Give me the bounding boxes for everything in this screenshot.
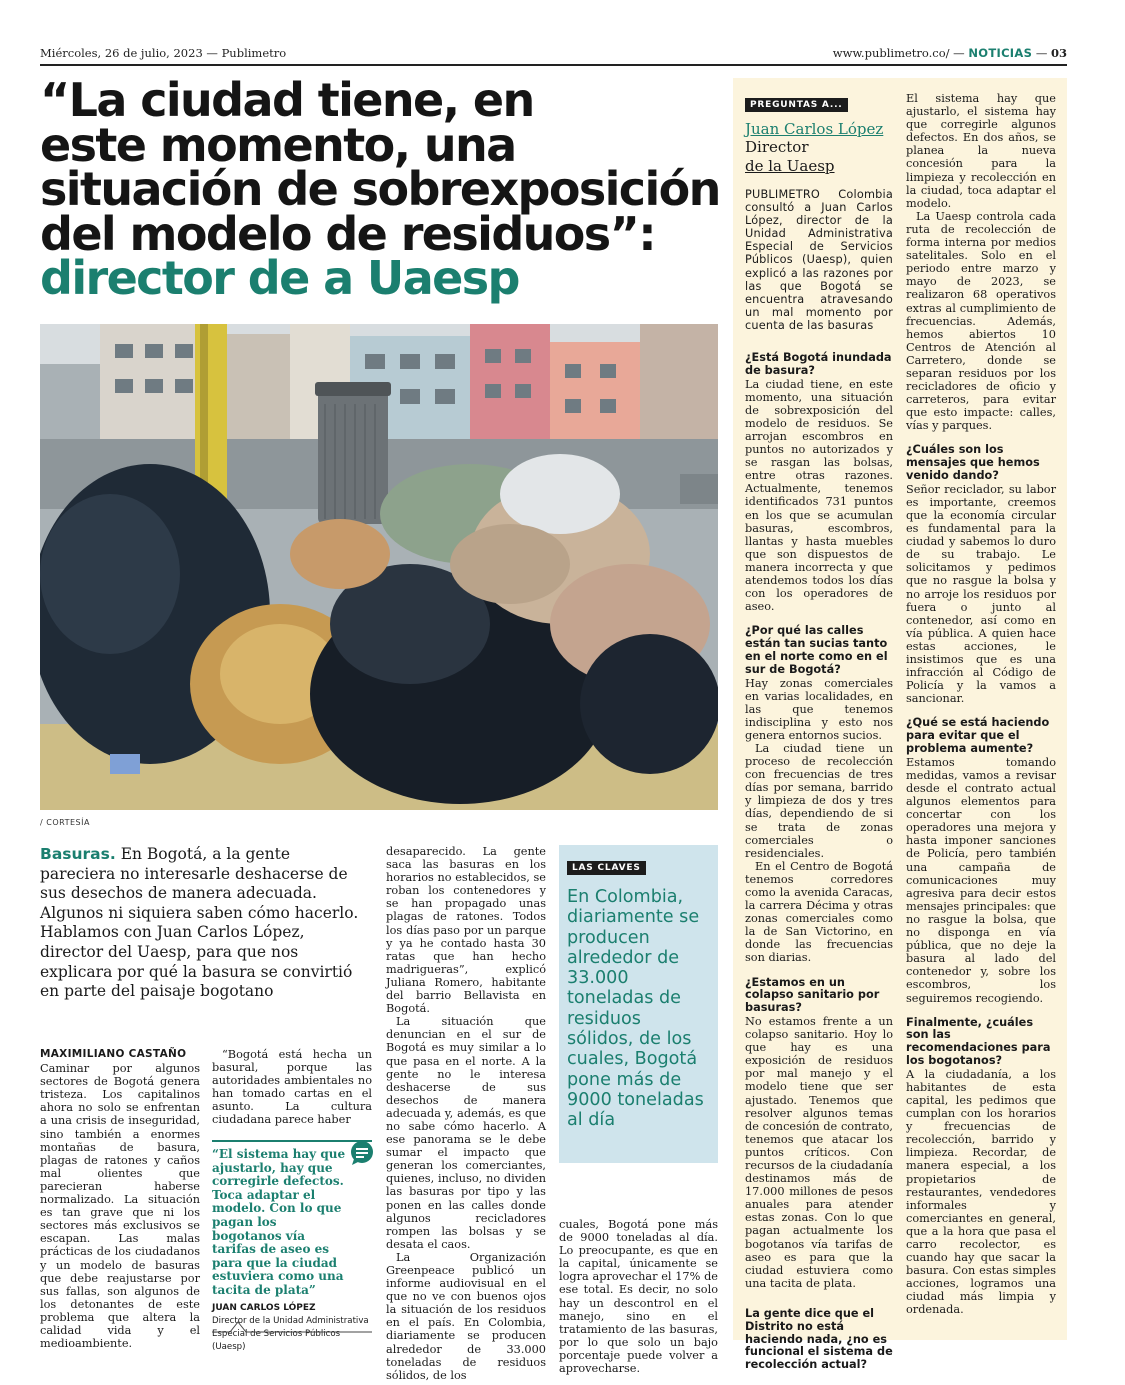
interview-answer: Hay zonas comerciales en varias localidades, en las que tenemos indisciplina y esto nos genera entornos sucios. xyxy=(745,676,893,742)
speech-bubble-icon xyxy=(348,1141,376,1165)
interview-column-2 xyxy=(906,92,1056,1317)
folio-page-number: 03 xyxy=(1050,46,1067,60)
pull-quote-name: JUAN CARLOS LÓPEZ xyxy=(212,1302,316,1313)
interview-question: ¿Qué se está haciendo para evitar que el problema aumente? xyxy=(906,716,1050,756)
body-paragraph: desaparecido. La gente saca las basuras en los horarios no establecidos, se roban los contenedores y se han propagado unas plagas de ratones. Todos los días paso por un parque y ya he contado hasta 30 ratas que han hecho madrigueras”, explicó Juliana Romero, habitante del barrio Bellavista en Bogotá. xyxy=(386,845,546,1016)
headline-accent: director de a Uaesp xyxy=(40,251,519,305)
las-claves-text: En Colombia, diariamente se producen alrededor de 33.000 toneladas de residuos sólidos, de los cuales, Bogotá pone más de 9000 toneladas al día xyxy=(567,887,704,1131)
interview-question: La gente dice que el Distrito no está haciendo nada, ¿no es funcional el sistema de recolección actual? xyxy=(745,1306,893,1372)
byline: MAXIMILIANO CASTAÑO xyxy=(40,1048,187,1060)
body-paragraph: cuales, Bogotá pone más de 9000 toneladas al día. Lo preocupante, es que en la capital, únicamente se logra aprovechar el 17% de ese total. Es decir, no solo hay un descontrol en el manejo, sino en el tratamiento de las basuras, por lo que solo un bajo porcentaje puede volver a aprovecharse. xyxy=(559,1218,718,1376)
headline-line-4: del modelo de residuos”: xyxy=(40,206,656,261)
interview-answer: En el Centro de Bogotá tenemos corredores como la avenida Caracas, la carrera Décima y otras zonas comerciales como la de San Victorino, en donde las frecuencias son diarias. xyxy=(745,859,893,965)
headline-line-3: situación de sobrexposición xyxy=(40,162,720,216)
las-claves-tag: LAS CLAVES xyxy=(567,861,646,875)
interview-tag: PREGUNTAS A... xyxy=(745,98,848,112)
body-paragraph: “Bogotá está hecha un basural, porque las autoridades ambientales no han tomado cartas en el asunto. La cultura ciudadana parece haber xyxy=(212,1048,372,1127)
interview-column-1 xyxy=(745,188,893,1372)
interview-answer: Señor reciclador, su labor es importante, creemos que la economía circular es fundamental para la ciudad y sabemos lo duro de su trabajo. Le solicitamos y pedimos que no rasgue la bolsa y no arroje los residuos por fuera o junto al contenedor, así como en vía pública. A quien hace estas acciones, le insistimos que es una infracción al Código de Policía y la vamos a sancionar. xyxy=(906,482,1056,706)
folio-date: Miércoles, 26 de julio, 2023 — Publimetro xyxy=(40,46,287,60)
pull-quote-text: “El sistema hay que ajustarlo, hay que corregirle defectos. Toca adaptar el modelo. Con lo que pagan los bogotanos vía tarifas de aseo es para que la ciudad estuviera como una tacita de plata” xyxy=(212,1147,346,1297)
interview-question: ¿Por qué las calles están tan sucias tanto en el norte como en el sur de Bogotá? xyxy=(745,624,888,676)
interview-question: ¿Está Bogotá inundada de basura? xyxy=(745,351,892,377)
interviewee-role xyxy=(745,138,835,176)
interviewee-role-line-1: Director xyxy=(745,138,809,156)
interviewee-role-line-2: de la Uaesp xyxy=(745,157,835,175)
body-column-4 xyxy=(559,1218,718,1375)
las-claves-box xyxy=(559,845,718,1163)
interview-tag-wrap xyxy=(745,92,848,112)
interview-answer: A la ciudadanía, a los habitantes de esta capital, les pedimos que cumplan con los horarios y frecuencias de recolección, barrido y limpieza. Recordar, de manera especial, a los propietarios de restaurantes, vendedores informales y comerciantes en general, que a la hora que pasa el carro recolector, es cuando hay que sacar la basura. Con estas simples acciones, logramos una ciudad más limpia y ordenada. xyxy=(906,1067,1056,1317)
interview-answer: El sistema hay que ajustarlo, el sistema hay que corregirle algunos defectos. En dos años, se planea la nueva concesión para la limpieza y recolección en la ciudad, toca adaptar el modelo. xyxy=(906,92,1056,210)
top-rule xyxy=(40,64,1067,66)
body-column-2 xyxy=(212,1048,372,1127)
interview-intro: PUBLIMETRO Colombia consultó a Juan Carlos López, director de la Unidad Administrativa Especial de Servicios Públicos (Uaesp), quien explicó a las razones por las que Bogotá se encuentra atravesando un mal momento por cuenta de las basuras xyxy=(745,188,893,332)
headline xyxy=(40,73,730,305)
pull-quote-role: Director de la Unidad Administrativa Especial de Servicios Públicos (Uaesp) xyxy=(212,1315,369,1352)
body-column-3 xyxy=(386,845,546,1382)
interview-answer: La ciudad tiene un proceso de recolección con frecuencias de tres días por semana, barrido y limpieza de dos y tres días, dependiendo de si se trata de zonas comerciales o residenciales. xyxy=(745,741,893,860)
interview-question: ¿Cuáles son los mensajes que hemos venido dando? xyxy=(906,443,1040,483)
lede-text: En Bogotá, a la gente pareciera no interesarle deshacerse de sus desechos de manera adecuada. Algunos ni siquiera saben cómo hacerlo. Hablamos con Juan Carlos López, director del Uaesp, para que nos explicara por qué la basura se convirtió en parte del paisaje bogotano xyxy=(40,845,359,1001)
interview-answer: Estamos tomando medidas, vamos a revisar desde el contrato actual algunos elementos para concertar con los operadores una mejora y hasta imponer sanciones de Policía, pero también una campaña de comunicaciones muy agresiva para decir estos mensajes principales: que no rasgue la bolsa, que no disponga en vía pública, que no deje la basura al lado del contenedor y, sobre los escombros, los seguiremos recogiendo. xyxy=(906,755,1056,1005)
folio-separator: — xyxy=(1032,46,1051,60)
body-paragraph: La Organización Greenpeace publicó un informe audiovisual en el que no ve con buenos ojos la situación de los residuos en el país. En Colombia, diariamente se producen alrededor de 33.000 toneladas de residuos sólidos, de los xyxy=(386,1250,546,1382)
body-column-1 xyxy=(40,1048,200,1350)
folio-right xyxy=(833,46,1067,60)
folio-section: NOTICIAS xyxy=(968,46,1033,60)
lede xyxy=(40,845,365,1002)
photo-credit: / CORTESÍA xyxy=(40,818,90,827)
body-paragraph: Caminar por algunos sectores de Bogotá genera tristeza. Los capitalinos ahora no solo se enfrentan a una crisis de inseguridad, sino también a enormes montañas de basura, plagas de ratones y caños mal olientes que parecieran haberse normalizado. La situación es tan grave que ni los sectores más exclusivos se escapan. Las malas prácticas de los ciudadanos y un modelo de basuras que debe reajustarse por sus fallas, son algunos de los detonantes de este problema que altera la calidad vida y el medioambiente. xyxy=(40,1062,200,1351)
interviewee-name: Juan Carlos López xyxy=(745,120,884,138)
pull-quote-footer-rule xyxy=(212,1318,372,1338)
interview-answer: La ciudad tiene, en este momento, una situación de sobrexposición del modelo de residuos. Se arrojan escombros en puntos no autorizados y se rasgan las bolsas, entre otras razones. Actualmente, tenemos identificados 731 puntos en los que se acumulan basuras, escombros, llantas y hasta muebles que son dispuestos de manera incorrecta y que atendemos todos los días con los operadores de aseo. xyxy=(745,377,893,614)
body-paragraph: La situación que denuncian en el sur de Bogotá es muy similar a lo que pasa en el norte. A la gente no le interesa deshacerse de sus desechos de manera adecuada y, además, es que no sabe cómo hacerlo. A ese panorama se le debe sumar el impacto que generan los comerciantes, quienes, incluso, no dividen las basuras por tipo y las ponen en las calles donde algunos recicladores rompen las bolsas y se desata el caos. xyxy=(386,1015,546,1251)
interview-answer: No estamos frente a un colapso sanitario. Hoy lo que hay es una exposición de residuos por mal manejo y el modelo tiene que ser ajustado. Tenemos que resolver algunos temas de concesión de contrato, tenemos que atacar los puntos críticos. Con recursos de la ciudadanía destinamos más de 17.000 millones de pesos anuales para atender estas zonas. Con lo que pagan actualmente los bogotanos vía tarifas de aseo es para que la ciudad estuviera como una tacita de plata. xyxy=(745,1014,893,1290)
interview-question: ¿Estamos en un colapso sanitario por basuras? xyxy=(745,975,880,1015)
folio-site: www.publimetro.co/ — xyxy=(832,46,969,60)
interview-question: Finalmente, ¿cuáles son las recomendaciones para los bogotanos? xyxy=(906,1015,1051,1067)
interview-answer: La Uaesp controla cada ruta de recolección de forma interna por medios satelitales. Solo en el periodo entre marzo y mayo de 2023, se realizaron 68 operativos extras al cumplimiento de frecuencias. Además, hemos abiertos 10 Centros de Atención al Carretero, donde se separan residuos por los recicladores de oficio y carreteros, para evitar que esto impacte: calles, vías y parques. xyxy=(906,209,1056,433)
lede-kicker: Basuras. xyxy=(40,845,116,863)
headline-line-1: “La ciudad tiene, en xyxy=(40,73,534,127)
headline-line-2: este momento, una xyxy=(40,117,516,172)
photo-garbage-pile xyxy=(40,324,718,810)
